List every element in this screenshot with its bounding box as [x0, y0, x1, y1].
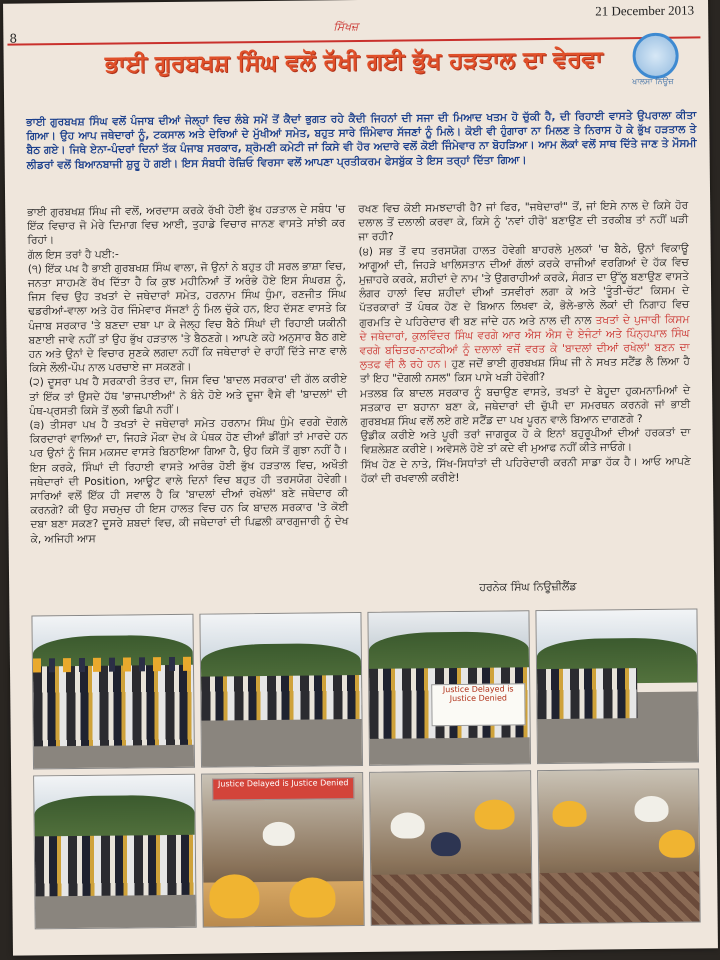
- paragraph: [359, 241, 690, 386]
- photo-hunger-strike-tent: [201, 772, 365, 928]
- paragraph-text: (੪) ਸਭ ਤੋਂ ਵਧ ਤਰਸਯੋਗ ਹਾਲਤ ਹੋਵੇਗੀ ਬਾਹਰਲੇ ਮੁਲਕਾਂ 'ਚ ਬੈਠੇ, ਉਨਾਂ ਵਿਕਾਊ ਆਗੂਆਂ ਦੀ, ਜਿਹੜੇ ਖਾਲਿਸਤਾਨ ਦੀਆਂ ਗੱਲਾਂ ਕਰਕੇ ਰਾਜੀਆਂ ਵਰਗਿਆਂ ਦੇ ਹੱਕ ਵਿਚ ਮੁਜ਼ਾਹਰੇ ਕਰਕੇ, ਸ਼ਹੀਦਾਂ ਦੇ ਨਾਮ 'ਤੇ ਉਗਰਾਹੀਆਂ ਕਰਕੇ, ਸੰਗਤ ਦਾ ਉੱਲੂ ਬਣਾਉਣ ਵਾਸਤੇ ਲੰਗਰ ਹਾਲਾਂ ਵਿਚ ਸ਼ਹੀਦਾਂ ਦੀਆਂ ਤਸਵੀਰਾਂ ਲਗਾ ਕੇ ਅਤੇ 'ਤੂੰਤੀ-ਚੱਟ' ਕਿਸਮ ਦੇ ਪੱਤਰਕਾਰਾਂ ਤੋਂ ਪੰਥਕ ਹੋਣ ਦੇ ਬਿਆਨ ਲਿਖਵਾ ਕੇ, ਭੋਲੇ-ਭਾਲੇ ਲੋਕਾਂ ਦੀ ਨਿਗਾਹ ਵਿਚ ਗੁਰਮਤਿ ਦੇ ਪਹਿਰੇਦਾਰ ਵੀ ਬਣ ਜਾਂਦੇ ਹਨ ਅਤੇ ਨਾਲ ਦੀ ਨਾਲ: [358, 242, 690, 329]
- masthead: ਸਿੱਖਜ਼: [333, 19, 359, 34]
- newspaper-page: [3, 0, 718, 956]
- article-intro: ਭਾਈ ਗੁਰਬਖਸ਼ ਸਿੰਘ ਵਲੋਂ ਪੰਜਾਬ ਦੀਆਂ ਜੇਲ੍ਹਾਂ ਵਿਚ ਲੰਬੇ ਸਮੇਂ ਤੋਂ ਕੈਦਾਂ ਭੁਗਤ ਰਹੇ ਕੈਦੀ ਜਿਹਨਾਂ ਦੀ ਸਜਾ ਦੀ ਮਿਆਦ ਖਤਮ ਹੋ ਚੁੱਕੀ ਹੈ, ਦੀ ਰਿਹਾਈ ਵਾਸਤੇ ਉਪਰਾਲਾ ਕੀਤਾ ਗਿਆ। ਉਹ ਆਪ ਜਥੇਦਾਰਾਂ ਨੂੰ, ਟਕਸਾਲ ਅਤੇ ਦੇਰਿਆਂ ਦੇ ਮੁੱਖੀਆਂ ਸਮੇਤ, ਬਹੁਤ ਸਾਰੇ ਜਿੰਮੇਵਾਰ ਸੱਜਣਾਂ ਨੂੰ ਮਿਲੇ। ਕੋਈ ਵੀ ਹੁੰਗਾਰਾ ਨਾ ਮਿਲਣ ਤੇ ਨਿਰਾਸ ਹੋ ਕੇ ਭੁੱਖ ਹੜਤਾਲ ਤੇ ਬੈਠ ਗਏ। ਜਿਥੇ ਏਨਾ-ਪੰਦਰਾਂ ਦਿਨਾਂ ਤੱਕ ਪੰਜਾਬ ਸਰਕਾਰ, ਸ਼੍ਰੋਮਣੀ ਕਮੇਟੀ ਜਾਂ ਕਿਸੇ ਵੀ ਹੋਰ ਅਦਾਰੇ ਵਲੋਂ ਕੋਈ ਜਿੰਮੇਵਾਰ ਨਾ ਬੋਹੜਿਆ। ਆਮ ਲੋਕਾਂ ਵਲੋਂ ਸਾਥ ਦਿੱਤੇ ਜਾਣ ਤੇ ਮੌਸਮੀ ਲੀਡਰਾਂ ਵਲੋਂ ਬਿਆਨਬਾਜੀ ਸ਼ੁਰੂ ਹੋ ਗਈ। ਇਸ ਸੰਬਧੀ ਰੋਜ਼ਿਓ ਵਿਰਸਾ ਵਲੋਂ ਆਪਣਾ ਪ੍ਰਤੀਕਰਮ ਫੇਸਬੁੱਕ ਤੇ ਇਸ ਤਰ੍ਹਾਂ ਦਿੱਤਾ ਗਿਆ।: [26, 109, 697, 172]
- photo-banner-march: [367, 610, 531, 766]
- paragraph: ਸਿੱਖ ਹੋਣ ਦੇ ਨਾਤੇ, ਸਿੱਖ-ਸਿਧਾਂਤਾਂ ਦੀ ਪਹਿਰੇਦਾਰੀ ਕਰਨੀ ਸਾਡਾ ਹੱਕ ਹੈ। ਆਓ ਆਪਣੇ ਹੱਕਾਂ ਦੀ ਰਖਵਾਲੀ ਕਰੀਏ!: [360, 455, 691, 485]
- photo-road-march: [535, 608, 699, 764]
- paragraph: (੧) ਇੱਕ ਪਖ ਹੈ ਭਾਈ ਗੁਰਬਖਸ਼ ਸਿੰਘ ਵਾਲਾ, ਜੋ ਉਨਾਂ ਨੇ ਬਹੁਤ ਹੀ ਸਰਲ ਭਾਸ਼ਾ ਵਿਚ, ਜਨਤਾ ਸਾਹਮਣੇ ਰੱਖ ਦਿੱਤਾ ਹੈ ਕਿ ਕੁਝ ਮਹੀਨਿਆਂ ਤੋਂ ਅਰੰਭੇ ਹੋਏ ਇਸ ਸੰਘਰਸ਼ ਨੂੰ, ਜਿਸ ਵਿਚ ਉਹ ਤਖਤਾਂ ਦੇ ਜਥੇਦਾਰਾਂ ਸਮੇਤ, ਹਰਨਾਮ ਸਿੰਘ ਧੁੰਮਾ, ਰਣਜੀਤ ਸਿੰਘ ਢਡਰੀਆਂ-ਵਾਲਾ ਅਤੇ ਹੋਰ ਜਿੰਮੇਵਾਰ ਸੱਜਣਾਂ ਨੂੰ ਮਿਲ ਚੁੱਕੇ ਹਨ, ਇਹ ਦੱਸਣ ਵਾਸਤੇ ਕਿ ਪੰਜਾਬ ਸਰਕਾਰ 'ਤੇ ਬਣਦਾ ਦਬਾ ਪਾ ਕੇ ਜੇਲ੍ਹ ਵਿਚ ਬੈਠੇ ਸਿੰਘਾਂ ਦੀ ਰਿਹਾਈ ਯਕੀਨੀ ਬਣਾਈ ਜਾਵੇ ਨਹੀਂ ਤਾਂ ਉਹ ਭੁੱਖ ਹੜਤਾਲ 'ਤੇ ਬੈਠਣਗੇ। ਆਪਣੇ ਕਹੇ ਅਨੁਸਾਰ ਬੈਠ ਗਏ ਹਨ ਅਤੇ ਉਨਾਂ ਦੇ ਵਿਚਾਰ ਸੁਣਕੇ ਲਗਦਾ ਨਹੀਂ ਕਿ ਜਥੇਦਾਰਾਂ ਦੇ ਰਾਹੀਂ ਦਿੱਤੇ ਜਾਣ ਵਾਲੇ ਕਿਸੇ ਲੌਲੀ-ਪੌਪ ਨਾਲ ਪਰਚਾਏ ਜਾ ਸਕਣਗੇ।: [27, 259, 347, 375]
- photo-seated-sangat: [369, 770, 533, 926]
- logo-text: ਖਾਲਸਾ ਨਿਊਜ਼: [632, 76, 674, 87]
- photo-road-crowd: [33, 774, 197, 930]
- khanda-icon: [632, 33, 678, 79]
- article-column-right: [358, 199, 691, 487]
- paragraph: ਭਾਈ ਗੁਰਬਖਸ਼ ਸਿੰਘ ਜੀ ਵਲੋਂ, ਅਰਦਾਸ ਕਰਕੇ ਰੱਖੀ ਹੋਈ ਭੁੱਖ ਹੜਤਾਲ ਦੇ ਸਬੰਧ 'ਚ ਇੱਕ ਵਿਚਾਰ ਜੋ ਮੇਰੇ ਦਿਮਾਗ ਵਿਚ ਆਈ, ਤੁਹਾਡੇ ਵਿਚਾਰ ਜਾਨਣ ਵਾਸਤੇ ਸਾਂਝੀ ਕਰ ਰਿਹਾਂ।: [27, 203, 346, 247]
- paragraph: ਮਤਲਬ ਕਿ ਬਾਦਲ ਸਰਕਾਰ ਨੂੰ ਬਚਾਉਣ ਵਾਸਤੇ, ਤਖਤਾਂ ਦੇ ਬੇਹੂਦਾ ਹੁਕਮਨਾਮਿਆਂ ਦੇ ਸਤਕਾਰ ਦਾ ਬਹਾਨਾ ਬਣਾ ਕੇ, ਜਥੇਦਾਰਾਂ ਦੀ ਚੁੱਪੀ ਦਾ ਸਮਰਥਨ ਕਰਨਗੇ ਜਾਂ ਭਾਈ ਗੁਰਬਖਸ਼ ਸਿੰਘ ਵਲੋਂ ਲਏ ਗਏ ਸਟੈਂਡ ਦਾ ਪਖ ਪੂਰਨ ਵਾਲੇ ਬਿਆਨ ਦਾਗਣਗੇ ?: [360, 384, 691, 429]
- paragraph: (੩) ਤੀਸਰਾ ਪਖ ਹੈ ਤਖਤਾਂ ਦੇ ਜਥੇਦਾਰਾਂ ਸਮੇਤ ਹਰਨਾਮ ਸਿੰਘ ਧੁੰਮੇ ਵਰਗੇ ਦੋਗਲੇ ਕਿਰਦਾਰਾਂ ਵਾਲਿਆਂ ਦਾ, ਜਿਹੜੇ ਮੌਕਾ ਦੇਖ ਕੇ ਪੰਥਕ ਹੋਣ ਦੀਆਂ ਡੀਂਗਾਂ ਤਾਂ ਮਾਰਦੇ ਹਨ ਪਰ ਉਨਾਂ ਨੂੰ ਜਿਸ ਮਕਸਦ ਵਾਸਤੇ ਬਿਠਾਇਆ ਗਿਆ ਹੈ, ਉਹ ਕਿਸੇ ਤੋਂ ਗੁਝਾ ਨਹੀਂ ਹੈ। ਇਸ ਕਰਕੇ, ਸਿੰਘਾਂ ਦੀ ਰਿਹਾਈ ਵਾਸਤੇ ਆਰੰਭ ਹੋਈ ਭੁੱਖ ਹੜਤਾਲ ਵਿਚ, ਅਖੌਤੀ ਜਥੇਦਾਰਾਂ ਦੀ Position, ਆਊਟ ਵਾਲੇ ਦਿਨਾਂ ਵਿਚ ਬਹੁਤ ਹੀ ਤਰਸਯੋਗ ਹੋਵੇਗੀ। ਸਾਰਿਆਂ ਵਲੋਂ ਇੱਕ ਹੀ ਸਵਾਲ ਹੈ ਕਿ 'ਬਾਦਲਾਂ ਦੀਆਂ ਰਖੇਲਾਂ' ਬਣੇ ਜਥੇਦਾਰ ਕੀ ਕਰਨਗੇ? ਕੀ ਉਹ ਸਚਮੁਚ ਹੀ ਇਸ ਹਾਲਤ ਵਿਚ ਹਨ ਕਿ ਬਾਦਲ ਸਰਕਾਰ 'ਤੇ ਕੋਈ ਦਬਾ ਬਣਾ ਸਕਣ? ਦੂਸਰੇ ਸ਼ਬਦਾਂ ਵਿਚ, ਕੀ ਜਥੇਦਾਰਾਂ ਦੀ ਪਿਛਲੀ ਕਾਰਗੁਜਾਰੀ ਨੂੰ ਦੇਖ ਕੇ, ਅਜਿਹੀ ਆਸ: [29, 416, 349, 546]
- paragraph-text: ਹੁਣ ਜਦੋਂ ਭਾਈ ਗੁਰਬਖਸ਼ ਸਿੰਘ ਜੀ ਨੇ ਸਖਤ ਸਟੈਂਡ ਲੈ ਲਿਆ ਹੈ ਤਾਂ ਇਹ "ਦੋਗਲੀ ਨਸਲ" ਕਿਸ ਪਾਸੇ ਖੜੀ ਹੋਵੇਗੀ?: [359, 355, 690, 386]
- issue-date: 21 December 2013: [595, 2, 695, 19]
- highlighted-text: ਤਖਤਾਂ ਦੇ ਪੁਜਾਰੀ ਕਿਸਮ ਦੇ ਜਥੇਦਾਰਾਂ, ਕੁਲਵਿੰਦਰ ਸਿੰਘ ਵਰਗੇ ਆਰ ਐਸ ਐਸ ਦੇ ਏਜੰਟਾਂ ਅਤੇ ਪਿੰਨ੍ਹਪਾਲ ਸਿੰਘ ਵਰਗੇ ਬਚਿਤਰ-ਨਾਟਕੀਆਂ ਨੂੰ ਦਲਾਲਾਂ ਵਜੋਂ ਵਰਤ ਕੇ 'ਬਾਦਲਾਂ ਦੀਆਂ ਰਖੇਲਾਂ' ਬਣਨ ਦਾ ਲੁਤਫ ਵੀ ਲੈ ਰਹੇ ਹਨ।: [359, 313, 690, 372]
- paragraph: ਗੱਲ ਇਸ ਤਰਾਂ ਹੈ ਪਈ:-: [27, 248, 119, 262]
- photo-seated-elders: [537, 768, 701, 924]
- protest-banner: Justice Delayed is Justice Denied: [431, 683, 525, 726]
- photo-grid: [31, 609, 698, 934]
- paragraph: (੨) ਦੂਸਰਾ ਪਖ ਹੈ ਸਰਕਾਰੀ ਤੰਤਰ ਦਾ, ਜਿਸ ਵਿਚ 'ਬਾਦਲ ਸਰਕਾਰ' ਦੀ ਗੱਲ ਕਰੀਏ ਤਾਂ ਇੱਕ ਤਾਂ ਉਸਦੇ ਹੱਥ 'ਭਾਜਪਾਈਆਂ' ਨੇ ਬੰਨੇ ਹੋਏ ਅਤੇ ਦੂਜਾ ਵੈਸੇ ਵੀ 'ਬਾਦਲਾਂ' ਦੀ ਪੰਥ-ਪ੍ਰਸਤੀ ਕਿਸੇ ਤੋਂ ਲੁਕੀ ਛਿਪੀ ਨਹੀਂ।: [28, 373, 348, 418]
- article-column-left: [27, 202, 349, 546]
- paragraph: ਰਖਣ ਵਿਚ ਕੋਈ ਸਮਝਦਾਰੀ ਹੈ? ਜਾਂ ਫਿਰ, "ਜਥੇਦਾਰਾਂ" ਤੋਂ, ਜਾਂ ਇਸੇ ਨਾਲ ਦੇ ਕਿਸੇ ਹੋਰ ਦਲਾਲ ਤੋਂ ਦਲਾਲੀ ਕਰਵਾ ਕੇ, ਕਿਸੇ ਨੂੰ 'ਨਵਾਂ ਹੀਰੋ' ਬਣਾਉਣ ਦੀ ਤਰਕੀਬ ਤਾਂ ਨਹੀਂ ਘੜੀ ਜਾ ਰਹੀ?: [358, 199, 689, 244]
- article-headline: ਭਾਈ ਗੁਰਬਖਸ਼ ਸਿੰਘ ਵਲੋਂ ਰੱਖੀ ਗਈ ਭੁੱਖ ਹੜਤਾਲ ਦਾ ਵੇਰਵਾ: [104, 46, 603, 78]
- tent-banner: Justice Delayed is Justice Denied: [212, 777, 354, 800]
- paragraph: ਉਡੀਕ ਕਰੀਏ ਅਤੇ ਪੂਰੀ ਤਰਾਂ ਜਾਗਰੂਕ ਹੋ ਕੇ ਇਨਾਂ ਬਹੁਰੂਪੀਆਂ ਦੀਆਂ ਹਰਕਤਾਂ ਦਾ ਵਿਸ਼ਲੇਸ਼ਣ ਕਰੀਏ। ਅਵੇਸਲੇ ਹੋਏ ਤਾਂ ਕਦੇ ਵੀ ਮੁਆਫ ਨਹੀਂ ਕੀਤੇ ਜਾਓਗੇ।: [360, 426, 691, 457]
- khalsa-news-logo: [626, 31, 679, 92]
- page-number: 8: [9, 31, 18, 46]
- photo-march-2: [199, 612, 363, 768]
- author-signature: ਹਰਨੇਕ ਸਿੰਘ ਨਿਊਜ਼ੀਲੈਂਡ: [479, 579, 577, 594]
- photo-march-1: [31, 614, 195, 770]
